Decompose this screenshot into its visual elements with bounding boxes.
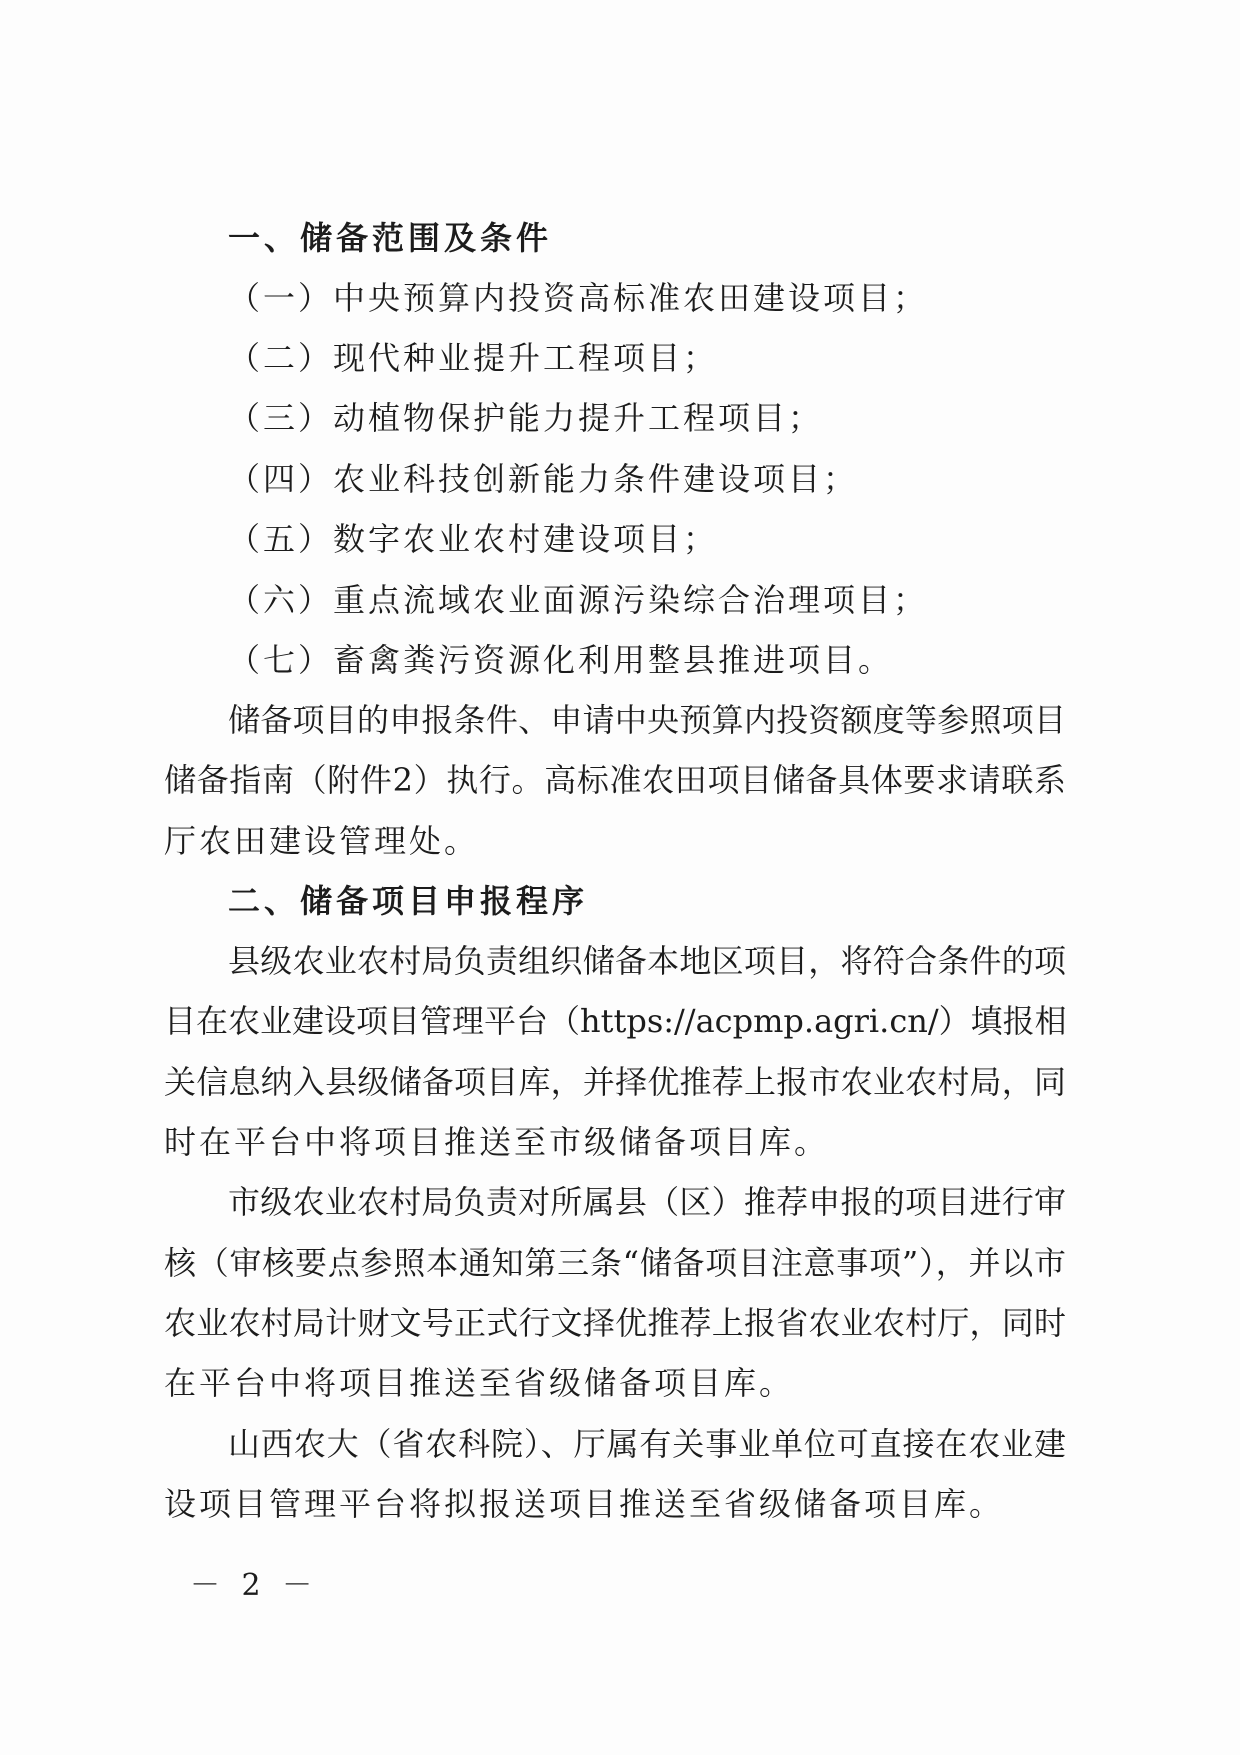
paragraph-line: 农业农村局计财文号正式行文择优推荐上报省农业农村厅，同时 (164, 1304, 1066, 1342)
paragraph-line: 县级农业农村局负责组织储备本地区项目，将符合条件的项 (228, 942, 1066, 980)
list-item: （一）中央预算内投资高标准农田建设项目； (228, 279, 929, 317)
section-2-heading: 二、储备项目申报程序 (228, 882, 589, 920)
list-item: （三）动植物保护能力提升工程项目； (228, 399, 824, 437)
paragraph-line: 储备指南（附件2）执行。高标准农田项目储备具体要求请联系 (164, 761, 1066, 799)
section-1-heading: 一、储备范围及条件 (228, 219, 553, 257)
paragraph-line: 目在农业建设项目管理平台（https://acpmp.agri.cn/）填报相 (164, 1002, 1067, 1040)
list-item: （七）畜禽粪污资源化利用整县推进项目。 (228, 641, 894, 679)
paragraph-line: 山西农大（省农科院）、厅属有关事业单位可直接在农业建 (228, 1425, 1066, 1463)
list-item: （六）重点流域农业面源污染综合治理项目； (228, 581, 929, 619)
paragraph-line: 设项目管理平台将拟报送项目推送至省级储备项目库。 (164, 1485, 1005, 1523)
list-item: （五）数字农业农村建设项目； (228, 520, 719, 558)
paragraph-line: 在平台中将项目推送至省级储备项目库。 (164, 1364, 795, 1402)
paragraph-line: 关信息纳入县级储备项目库，并择优推荐上报市农业农村局，同 (164, 1063, 1066, 1101)
list-item: （四）农业科技创新能力条件建设项目； (228, 460, 859, 498)
paragraph-line: 厅农田建设管理处。 (164, 822, 480, 860)
list-item: （二）现代种业提升工程项目； (228, 339, 719, 377)
page-number: － 2 － (190, 1568, 319, 1603)
paragraph-line: 时在平台中将项目推送至市级储备项目库。 (164, 1123, 830, 1161)
paragraph-line: 储备项目的申报条件、申请中央预算内投资额度等参照项目 (228, 701, 1066, 739)
paragraph-line: 核（审核要点参照本通知第三条“储备项目注意事项”），并以市 (164, 1244, 1066, 1282)
paragraph-line: 市级农业农村局负责对所属县（区）推荐申报的项目进行审 (228, 1183, 1066, 1221)
